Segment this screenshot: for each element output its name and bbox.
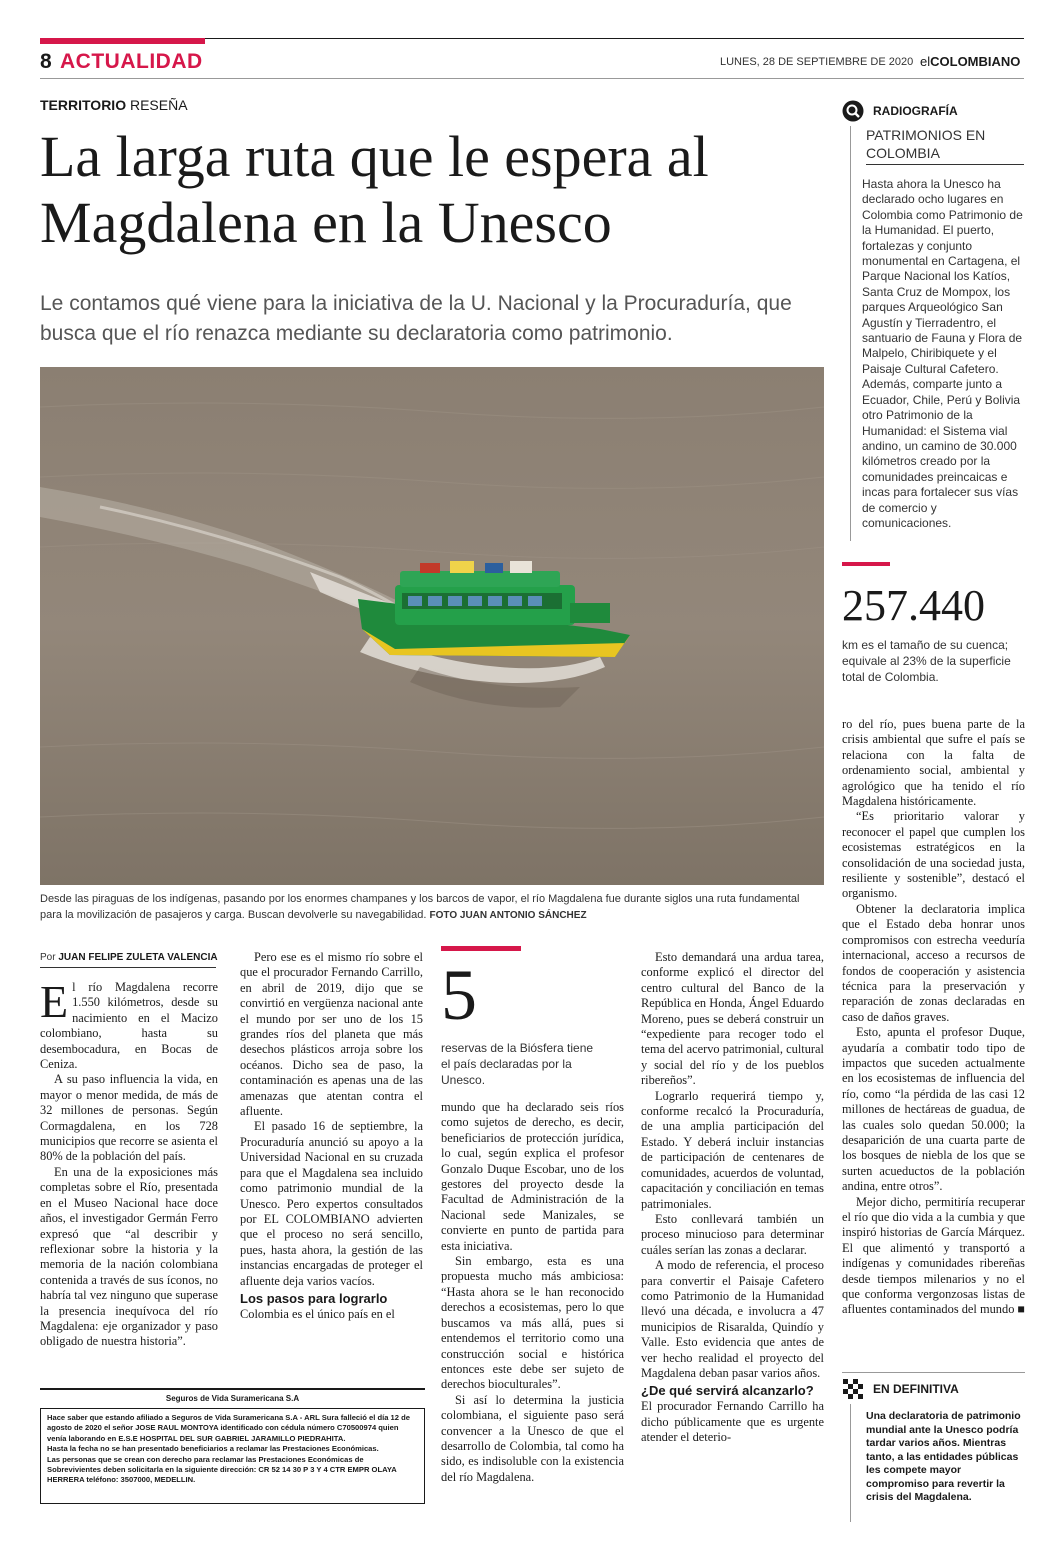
paragraph-text: l río Magdalena recorre 1.550 kilómetros, desde su nacimiento en el Macizo colombiano, hasta su desembocadura, en Bocas de Ceniza. [40, 980, 218, 1072]
cuenca-stat-value: 257.440 [842, 581, 985, 630]
cuenca-stat-text: km es el tamaño de su cuenca; equivale al 23% de la superficie total de Colombia. [842, 638, 1011, 684]
sidebar-body: Hasta ahora la Unesco ha declarado ocho lugares en Colombia como Patrimonio de la Humanidad. El puerto, fortalezas y conjunto monumental en Cartagena, el Parque Nacional los Katíos, Santa Cruz de Mompox, los parques Arqueológico San Agustín y Tierradentro, el santuario de Fauna y Flora de Malpelo, Chiribiquete y el Paisaje Cultural Cafetero. Además, comparte junto a Ecuador, Chile, Perú y Bolivia otro Patrimonio de la Humanidad: el Sistema vial andino, un camino de 30.000 kilómetros creado por la comunidades preincaicas e incas para fortalecer sus vías de comercio y comunicaciones. [862, 177, 1023, 530]
kicker [40, 97, 188, 113]
photo-credit: FOTO JUAN ANTONIO SÁNCHEZ [429, 910, 587, 921]
brand-name: COLOMBIANO [930, 54, 1021, 69]
paragraph: Pero ese es el mismo río sobre el que el procurador Fernando Carrillo, en abril de 2019, dijo que se convirtió en vergüenza nacional ante el mundo por ser uno de los 15 grandes ríos del planeta que más desechos plásticos arroja sobre los océanos. Dicho sea de paso, la contaminación es apenas una de las amenazas que atentan contra el afluente. [240, 950, 423, 1119]
kicker-light: RESEÑA [129, 97, 188, 113]
notice-line: Hace saber que estando afiliado a Seguros de Vida Suramericana S.A - ARL Sura falleció el día 12 de agosto de 2020 el señor JOSE RAUL MONTOYA identificado con cédula número C70500974 quien venía laborando en E.S.E HOSPITAL DEL SUR GABRIEL JARAMILLO PIEDRAHITA. [47, 1413, 410, 1443]
paragraph: “Es prioritario valorar y reconocer el papel que cumplen los ecosistemas estratégicos en la consolidación de una sociedad justa, resiliente y sostenible”, destacó el organismo. [842, 809, 1025, 901]
article-column-3 [441, 1100, 624, 1485]
subheading: Los pasos para lograrlo [240, 1290, 388, 1306]
sidebar-label: RADIOGRAFÍA [873, 104, 958, 118]
paragraph: mundo que ha declarado seis ríos como sujetos de derecho, es decir, beneficiarios de protección jurídica, lo cual, según explica el profesor Gonzalo Duque Escobar, uno de los gestores del proyecto desde la Facultad de Administración de la Nacional sede Manizales, se convierte en punto de partida para esta iniciativa. [441, 1100, 624, 1253]
notice-top-rule [40, 1388, 425, 1390]
lead-paragraph [40, 976, 218, 1072]
paragraph: Colombia es el único país en el [240, 1306, 395, 1321]
notice-line: Las personas que se crean con derecho para reclamar las Prestaciones Económicas de Sobrevivientes deben solicitarla en la siguiente dirección: CR 52 14 30 P 3 Y 4 CTR EMPR OLAYA HERRERA teléfono: 3507000, MEDELLIN. [47, 1454, 397, 1485]
section-accent-bar [40, 38, 205, 44]
section-name: ACTUALIDAD [60, 50, 203, 73]
river-boat-photo [40, 367, 824, 885]
caption-text: Desde las piraguas de los indígenas, pasando por los enormes champanes y los barcos de vapor, el río Magdalena fue durante siglos una ruta fundamental para la movilización de pasajeros y carga. Buscan devolverle su navegabilidad. [40, 893, 800, 921]
en-definitiva-side-rule [850, 1404, 851, 1522]
byline-rule [40, 967, 216, 968]
river-boat-illustration [40, 367, 824, 885]
paragraph: Esto conllevará también un proceso minucioso para determinar cuáles serían las zonas a declarar. [641, 1211, 824, 1257]
legal-notice [40, 1408, 425, 1504]
sidebar-title: PATRIMONIOS EN COLOMBIA [866, 127, 986, 161]
sidebar-rule [850, 126, 851, 541]
byline-prefix: Por [40, 952, 56, 963]
article-column-5 [842, 717, 1025, 1318]
biosphere-stat-text: reservas de la Biósfera tiene el país declaradas por la Unesco. [441, 1041, 594, 1087]
header-rule [40, 78, 1024, 79]
notice-line: Hasta la fecha no se han presentado beneficiarios a reclamar las Prestaciones Económicas. [47, 1444, 379, 1454]
byline-author: JUAN FELIPE ZULETA VALENCIA [58, 952, 218, 963]
en-definitiva-rule [842, 1372, 1025, 1373]
paragraph: ro del río, pues buena parte de la crisis ambiental que sufre el país se relaciona con la falta de ordenamiento social, ambiental y agrológico que ha tenido el río Magdalena históricamente. [842, 717, 1025, 809]
headline: La larga ruta que le espera al Magdalena en la Unesco [40, 124, 709, 255]
en-definitiva-label: EN DEFINITIVA [873, 1382, 959, 1396]
biosphere-stat-value: 5 [441, 955, 477, 1035]
kicker-strong: TERRITORIO [40, 97, 127, 113]
paragraph: Si así lo determina la justicia colombiana, el siguiente paso será convencer a la Unesco de que el desarrollo de Colombia, tal como ha sido, es indisoluble con la existencia del río Magdalena. [441, 1392, 624, 1484]
en-definitiva-text: Una declaratoria de patrimonio mundial ante la Unesco podría tardar varios años. Mientras tanto, a las entidades públicas les compete mayor compromiso para revertir la crisis del Magdalena. [866, 1410, 1021, 1503]
paragraph: El pasado 16 de septiembre, la Procuraduría anunció su apoyo a la Universidad Nacional en su cruzada para que el Magdalena sea incluido como patrimonio mundial de la Unesco. Pero expertos consultados por EL COLOMBIANO advierten que el proceso no será sencillo, pues, hasta ahora, la gestión de las instancias encargadas de proteger el afluente deja varios vacíos. [240, 1119, 423, 1288]
notice-title: Seguros de Vida Suramericana S.A [165, 1394, 300, 1403]
paragraph: Mejor dicho, permitiría recuperar el río que dio vida a la cumbia y que inspiró historias de García Márquez. El que alimentó y transportó a indígenas y comunidades ribereñas desde tiempos milenarios y no el que conforma vergonzosas listas de afluentes contaminados del mundo ■ [842, 1194, 1025, 1317]
page-number: 8 [40, 50, 52, 73]
paragraph: A su paso influencia la vida, en mayor o menor medida, de más de 32 millones de personas. Según Cormagdalena, en los 728 municipios que recorre se asienta el 80% de la población del país. [40, 1072, 218, 1164]
paragraph: A modo de referencia, el proceso para convertir el Paisaje Cafetero como Patrimonio de la Humanidad llevó una década, e involucra a 47 municipios de Risaralda, Quindío y Valle. Esto evidencia que antes de ver hecho realidad el proyecto del Magdalena deban pasar varios años. [641, 1258, 824, 1380]
paragraph: Esto demandará una ardua tarea, conforme explicó el director del centro cultural del Banco de la República en Honda, Ángel Eduardo Moreno, pues se deberá construir un “expediente para recoger todo el tema del acervo patrimonial, cultural y social del río y de los pueblos ribereños”. [641, 950, 824, 1088]
byline [40, 952, 218, 963]
brand-prefix: el [920, 54, 931, 69]
deck: Le contamos qué viene para la iniciativa de la U. Nacional y la Procuraduría, que busca que el río renazca mediante su declaratoria como patrimonio. [40, 292, 792, 345]
photo-caption [40, 891, 824, 924]
paragraph: En una de la exposiciones más completas sobre el Río, presentada en el Museo Nacional hace doce años, el investigador Germán Ferro expresó que “al describir y reflexionar sobre la historia y la memoria de la nación colombiana contenida a través de sus íconos, no habría tal vez ninguno que superase la presencia inequívoca del río Magdalena: eje organizador y paso obligado de nuestra historia”. [40, 1164, 218, 1349]
paragraph: El procurador Fernando Carrillo ha dicho públicamente que es urgente atender el deterio- [641, 1399, 824, 1445]
article-column-4 [641, 950, 824, 1446]
paragraph: Sin embargo, esta es una propuesta mucho más ambiciosa: “Hasta ahora se le han reconocido derechos a ecosistemas, pero lo que buscamos va más allá, pues si entendemos el territorio como una construcción social e histórica entonces este debe ser sujeto de derechos bioculturales”. [441, 1254, 624, 1392]
article-column-2 [240, 950, 423, 1322]
article-column-1 [40, 976, 218, 1350]
sidebar-title-rule [866, 164, 1024, 165]
drop-cap: E [40, 976, 69, 1027]
paragraph: Obtener la declaratoria implica que el Estado deba honrar unos compromisos con estrecha veeduría internacional, acceso a recursos de fondos de cooperación y asistencia técnica para la preservación y reparación de zonas declaradas en caso de daños graves. [842, 901, 1025, 1024]
paragraph: Esto, apunta el profesor Duque, ayudaría a combatir todo tipo de impactos que suceden actualmente en los ecosistemas de influencia del río, como “la pérdida de las casi 12 millones de hectáreas de guadua, de las cuales solo quedan 50.000; la desaparición de una cuarta parte de los bosques de niebla de los que se surten acueductos de la población andina, entre otros”. [842, 1025, 1025, 1194]
checkered-flag-icon [842, 1378, 864, 1400]
stat-accent-bar [842, 562, 890, 566]
magnifier-icon [842, 100, 864, 122]
paragraph: Lograrlo requerirá tiempo y, conforme recalcó la Procuraduría, de una amplia participación del Estado. Y deberá incluir instancias de participación de centenares de comunidades, acuerdos de voluntad, capacitación y conciliación en temas patrimoniales. [641, 1088, 824, 1211]
stat-box-accent [441, 946, 521, 951]
newspaper-brand [920, 54, 1020, 69]
dateline: LUNES, 28 DE SEPTIEMBRE DE 2020 [720, 56, 914, 68]
subheading: ¿De qué servirá alcanzarlo? [641, 1383, 814, 1399]
